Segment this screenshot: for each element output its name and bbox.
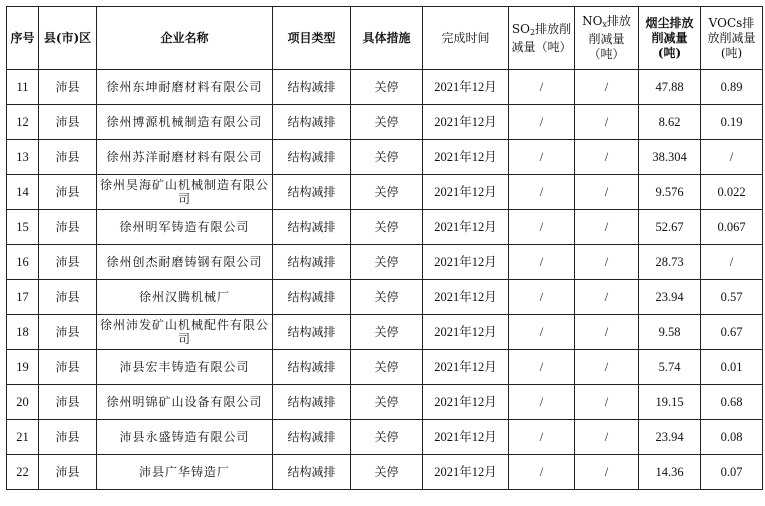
cell-index: 12 [7,105,39,140]
cell-company: 徐州博源机械制造有限公司 [97,105,273,140]
cell-so2: / [509,420,575,455]
header-measure: 具体措施 [351,7,423,70]
cell-vocs: 0.57 [701,280,763,315]
cell-project-type: 结构减排 [273,420,351,455]
cell-dust: 28.73 [639,245,701,280]
cell-nox: / [575,350,639,385]
cell-index: 16 [7,245,39,280]
cell-dust: 9.58 [639,315,701,350]
header-dust: 烟尘排放削减量(吨) [639,7,701,70]
cell-company: 徐州汉腾机械厂 [97,280,273,315]
header-county: 县(市)区 [39,7,97,70]
cell-county: 沛县 [39,385,97,420]
table-row [7,140,763,175]
cell-company: 徐州创杰耐磨铸钢有限公司 [97,245,273,280]
cell-index: 19 [7,350,39,385]
cell-dust: 19.15 [639,385,701,420]
cell-so2: / [509,245,575,280]
cell-measure: 关停 [351,315,423,350]
cell-vocs: 0.07 [701,455,763,490]
cell-so2: / [509,140,575,175]
cell-measure: 关停 [351,350,423,385]
cell-dust: 9.576 [639,175,701,210]
table-row [7,175,763,210]
table-row [7,105,763,140]
cell-company: 徐州明锦矿山设备有限公司 [97,385,273,420]
cell-completion-time: 2021年12月 [423,70,509,105]
cell-project-type: 结构减排 [273,140,351,175]
cell-measure: 关停 [351,210,423,245]
header-index: 序号 [7,7,39,70]
cell-vocs: 0.022 [701,175,763,210]
emission-reduction-table [6,6,763,490]
table-row [7,385,763,420]
cell-project-type: 结构减排 [273,175,351,210]
cell-index: 17 [7,280,39,315]
cell-county: 沛县 [39,315,97,350]
cell-measure: 关停 [351,420,423,455]
cell-measure: 关停 [351,140,423,175]
cell-dust: 8.62 [639,105,701,140]
cell-so2: / [509,455,575,490]
cell-measure: 关停 [351,455,423,490]
cell-dust: 23.94 [639,280,701,315]
cell-county: 沛县 [39,420,97,455]
cell-so2: / [509,175,575,210]
cell-company: 徐州明军铸造有限公司 [97,210,273,245]
cell-so2: / [509,280,575,315]
cell-dust: 5.74 [639,350,701,385]
cell-index: 21 [7,420,39,455]
cell-measure: 关停 [351,70,423,105]
cell-vocs: 0.19 [701,105,763,140]
cell-company: 徐州苏洋耐磨材料有限公司 [97,140,273,175]
table-row [7,420,763,455]
cell-nox: / [575,140,639,175]
cell-company: 徐州昊海矿山机械制造有限公司 [97,175,273,210]
cell-nox: / [575,385,639,420]
cell-nox: / [575,455,639,490]
cell-dust: 52.67 [639,210,701,245]
cell-dust: 23.94 [639,420,701,455]
cell-company: 沛县宏丰铸造有限公司 [97,350,273,385]
cell-measure: 关停 [351,105,423,140]
cell-project-type: 结构减排 [273,70,351,105]
cell-project-type: 结构减排 [273,350,351,385]
cell-vocs: 0.08 [701,420,763,455]
cell-completion-time: 2021年12月 [423,280,509,315]
header-nox: $NO_x$排放削减量（吨） [575,7,639,70]
cell-nox: / [575,315,639,350]
header-vocs: VOCs排放削减量(吨) [701,7,763,70]
cell-vocs: 0.67 [701,315,763,350]
cell-index: 15 [7,210,39,245]
cell-completion-time: 2021年12月 [423,140,509,175]
cell-county: 沛县 [39,105,97,140]
cell-completion-time: 2021年12月 [423,210,509,245]
cell-county: 沛县 [39,350,97,385]
header-so2: $SO_2$排放削减量（吨） [509,7,575,70]
cell-vocs: 0.01 [701,350,763,385]
cell-company: 沛县广华铸造厂 [97,455,273,490]
table-row [7,315,763,350]
cell-dust: 47.88 [639,70,701,105]
cell-measure: 关停 [351,175,423,210]
cell-nox: / [575,175,639,210]
cell-so2: / [509,385,575,420]
cell-completion-time: 2021年12月 [423,455,509,490]
cell-so2: / [509,105,575,140]
cell-vocs: 0.89 [701,70,763,105]
header-completion-time: 完成时间 [423,7,509,70]
cell-county: 沛县 [39,245,97,280]
cell-county: 沛县 [39,175,97,210]
cell-so2: / [509,210,575,245]
table-row [7,350,763,385]
cell-completion-time: 2021年12月 [423,315,509,350]
table-header-row [7,7,763,70]
table-row [7,70,763,105]
cell-vocs: / [701,140,763,175]
cell-index: 11 [7,70,39,105]
cell-project-type: 结构减排 [273,105,351,140]
table-row [7,245,763,280]
table-row [7,455,763,490]
table-row [7,280,763,315]
cell-county: 沛县 [39,210,97,245]
header-company: 企业名称 [97,7,273,70]
cell-so2: / [509,315,575,350]
cell-county: 沛县 [39,455,97,490]
cell-measure: 关停 [351,385,423,420]
cell-dust: 14.36 [639,455,701,490]
cell-county: 沛县 [39,140,97,175]
cell-completion-time: 2021年12月 [423,385,509,420]
cell-nox: / [575,280,639,315]
cell-nox: / [575,210,639,245]
cell-index: 22 [7,455,39,490]
cell-company: 沛县永盛铸造有限公司 [97,420,273,455]
cell-vocs: 0.067 [701,210,763,245]
table-body [7,70,763,490]
cell-index: 20 [7,385,39,420]
cell-project-type: 结构减排 [273,280,351,315]
cell-project-type: 结构减排 [273,385,351,420]
cell-index: 14 [7,175,39,210]
cell-so2: / [509,70,575,105]
cell-county: 沛县 [39,280,97,315]
cell-index: 18 [7,315,39,350]
cell-project-type: 结构减排 [273,315,351,350]
cell-completion-time: 2021年12月 [423,175,509,210]
cell-company: 徐州沛发矿山机械配件有限公司 [97,315,273,350]
cell-completion-time: 2021年12月 [423,245,509,280]
cell-completion-time: 2021年12月 [423,105,509,140]
cell-project-type: 结构减排 [273,455,351,490]
cell-nox: / [575,105,639,140]
cell-index: 13 [7,140,39,175]
cell-vocs: / [701,245,763,280]
cell-nox: / [575,420,639,455]
header-project-type: 项目类型 [273,7,351,70]
table-row [7,210,763,245]
cell-county: 沛县 [39,70,97,105]
cell-dust: 38.304 [639,140,701,175]
cell-measure: 关停 [351,245,423,280]
cell-nox: / [575,245,639,280]
cell-company: 徐州东坤耐磨材料有限公司 [97,70,273,105]
cell-project-type: 结构减排 [273,210,351,245]
cell-measure: 关停 [351,280,423,315]
cell-nox: / [575,70,639,105]
cell-so2: / [509,350,575,385]
cell-vocs: 0.68 [701,385,763,420]
cell-project-type: 结构减排 [273,245,351,280]
cell-completion-time: 2021年12月 [423,350,509,385]
cell-completion-time: 2021年12月 [423,420,509,455]
